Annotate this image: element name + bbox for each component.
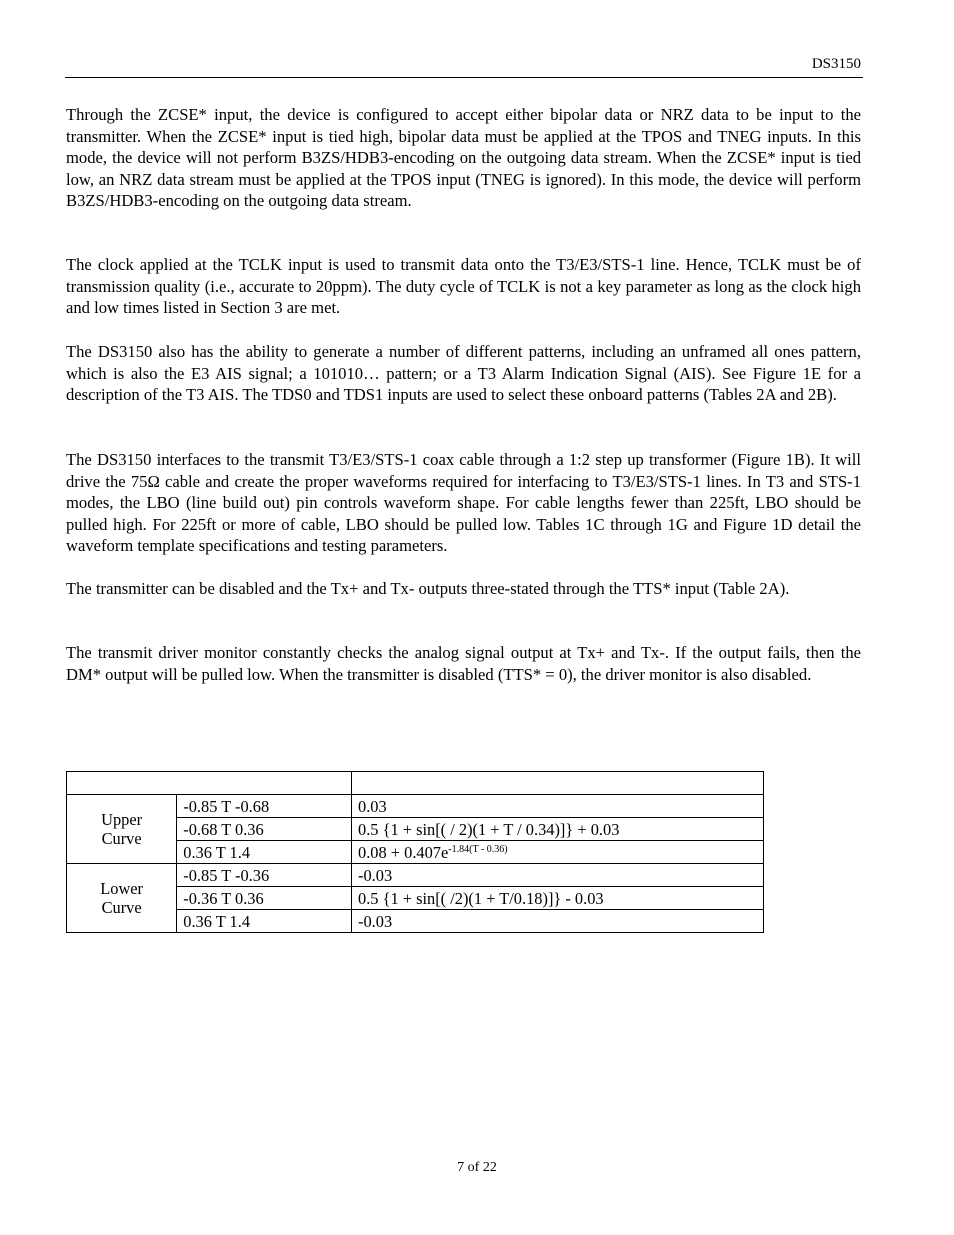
time-range-cell: -0.85 T -0.36 xyxy=(177,864,352,887)
time-range-cell: 0.36 T 1.4 xyxy=(177,910,352,933)
expression-text: 0.5 {1 + sin[( /2)(1 + T/0.18)]} - 0.03 xyxy=(358,888,604,908)
paragraph-zcse: Through the ZCSE* input, the device is configured to accept either bipolar data or NRZ data to be input to the transmitter. When the ZCSE* input is tied high, bipolar data must be applied at the TPOS and TNEG inputs. In this mode, the device will not perform B3ZS/HDB3-encoding on the outgoing data stream. When the ZCSE* input is tied low, an NRZ data stream must be applied at the TPOS input (TNEG is ignored). In this mode, the device will perform B3ZS/HDB3-encoding on the outgoing data stream. xyxy=(66,105,861,211)
expression-text: -0.03 xyxy=(358,911,393,931)
paragraph-interface: The DS3150 interfaces to the transmit T3/E3/STS-1 coax cable through a 1:2 step up transformer (Figure 1B). It will drive the 75Ω cable and create the proper waveforms required for interfacing to T3/E3/STS-1 lines. In T3 and STS-1 modes, the LBO (line build out) pin controls waveform shape. For cable lengths fewer than 225ft, LBO should be pulled high. For 225ft or more of cable, LBO should be pulled low. Tables 1C through 1G and Figure 1D detail the waveform template specifications and testing parameters. xyxy=(66,450,861,556)
expression-cell xyxy=(352,864,764,887)
paragraph-driver-monitor: The transmit driver monitor constantly checks the analog signal output at Tx+ and Tx-. If the output fails, then the DM* output will be pulled low. When the transmitter is disabled (TTS* = 0), the driver monitor is also disabled. xyxy=(66,643,861,684)
paragraph-disable: The transmitter can be disabled and the Tx+ and Tx- outputs three-stated through the TTS* input (Table 2A). xyxy=(66,579,790,598)
expression-cell xyxy=(352,795,764,818)
paragraph-tclk: The clock applied at the TCLK input is used to transmit data onto the T3/E3/STS-1 line. Hence, TCLK must be of transmission quality (i.e., accurate to 20ppm). The duty cycle of TCLK is not a key parameter as long as the clock high and low times listed in Section 3 are met. xyxy=(66,255,861,318)
time-range-cell: -0.85 T -0.68 xyxy=(177,795,352,818)
page-number: 7 of 22 xyxy=(457,1160,497,1175)
expression-cell xyxy=(352,841,764,864)
table-row xyxy=(67,795,764,818)
document-id: DS3150 xyxy=(811,56,861,72)
table-row xyxy=(67,864,764,887)
table-header-cell xyxy=(352,772,764,795)
waveform-template-table xyxy=(66,771,764,933)
upper-curve-label: Upper Curve xyxy=(67,795,177,864)
table-header-row xyxy=(67,772,764,795)
expression-text: 0.03 xyxy=(358,796,387,816)
header-divider xyxy=(65,77,863,78)
table-header-cell xyxy=(67,772,352,795)
time-range-cell: -0.68 T 0.36 xyxy=(177,818,352,841)
time-range-cell: -0.36 T 0.36 xyxy=(177,887,352,910)
exponent-text: -1.84(T - 0.36) xyxy=(448,843,508,855)
expression-text: 0.5 {1 + sin[( / 2)(1 + T / 0.34)]} + 0.03 xyxy=(358,819,620,839)
expression-text: -0.03 xyxy=(358,865,393,885)
time-range-cell: 0.36 T 1.4 xyxy=(177,841,352,864)
expression-cell xyxy=(352,887,764,910)
expression-cell xyxy=(352,910,764,933)
paragraph-patterns: The DS3150 also has the ability to generate a number of different patterns, including an unframed all ones pattern, which is also the E3 AIS signal; a 101010… pattern; or a T3 Alarm Indication Signal (AIS). See Figure 1E for a description of the T3 AIS. The TDS0 and TDS1 inputs are used to select these onboard patterns (Tables 2A and 2B). xyxy=(66,342,861,405)
expression-cell xyxy=(352,818,764,841)
expression-text: 0.08 + 0.407e xyxy=(358,842,449,862)
lower-curve-label: Lower Curve xyxy=(67,864,177,933)
